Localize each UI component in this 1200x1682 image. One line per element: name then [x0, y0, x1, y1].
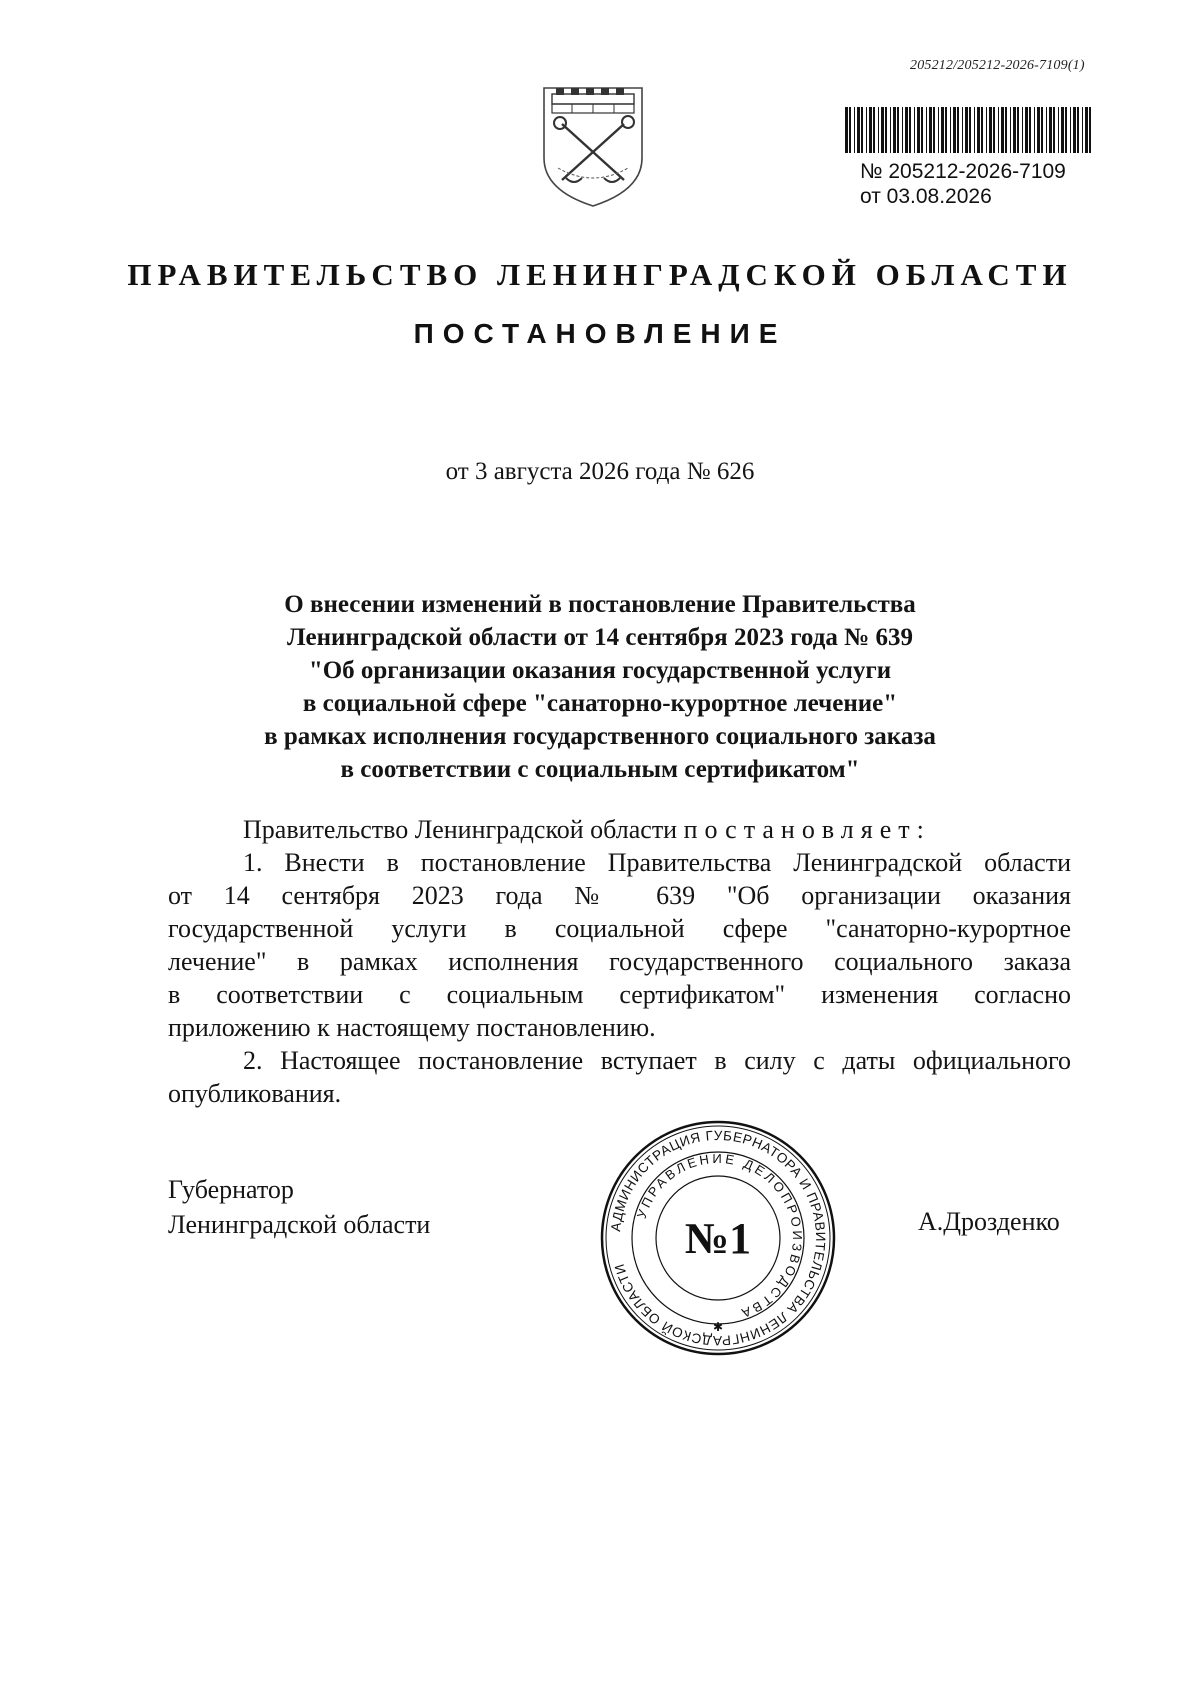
- heading-line: в соответствии с социальным сертификатом": [340, 756, 860, 783]
- seal-inner-text: УПРАВЛЕНИЕ ДЕЛОПРОИЗВОДСТВА: [633, 1150, 806, 1322]
- heading-line: Ленинградской области от 14 сентября 2023 года № 639: [287, 624, 913, 651]
- seal-outer-text: АДМИНИСТРАЦИЯ ГУБЕРНАТОРА И ПРАВИТЕЛЬСТВА ЛЕНИНГРАДСКОЙ ОБЛАСТИ: [608, 1127, 829, 1349]
- preamble: [168, 813, 1071, 846]
- document-body: [168, 813, 1071, 1110]
- signer-name: А.Дрозденко: [918, 1207, 1060, 1236]
- document-heading: [168, 588, 1032, 786]
- official-seal-icon: [598, 1118, 838, 1358]
- item-1-line: лечение" в рамках исполнения государственного социального заказа: [168, 947, 1071, 976]
- item-1-line: 1. Внести в постановление Правительства Ленинградской области: [243, 848, 1071, 877]
- registration-number: № 205212-2026-7109: [860, 160, 1066, 183]
- heading-line: О внесении изменений в постановление Правительства: [284, 591, 916, 618]
- document-type: ПОСТАНОВЛЕНИЕ: [413, 318, 787, 349]
- signer-title: [168, 1172, 430, 1242]
- document-reference: 205212/205212-2026-7109(1): [910, 58, 1085, 73]
- item-1-line: приложению к настоящему постановлению.: [168, 1013, 656, 1042]
- preamble-text: Правительство Ленинградской области: [243, 815, 678, 844]
- seal-number: №1: [684, 1214, 752, 1263]
- heading-line: в рамках исполнения государственного социального заказа: [264, 723, 936, 750]
- item-1-line: в соответствии с социальным сертификатом" изменения согласно: [168, 980, 1071, 1009]
- item-1-line: государственной услуги в социальной сфере "санаторно-курортное: [168, 914, 1071, 943]
- heading-line: "Об организации оказания государственной услуги: [308, 657, 892, 684]
- signer-title-line: Ленинградской области: [168, 1210, 431, 1239]
- item-2-line: 2. Настоящее постановление вступает в силу с даты официального: [243, 1046, 1071, 1075]
- item-1-line: от 14 сентября 2023 года № 639 "Об организации оказания: [168, 881, 1071, 910]
- signer-title-line: Губернатор: [168, 1175, 294, 1204]
- svg-text:✱: ✱: [712, 1320, 724, 1334]
- registration-date: от 03.08.2026: [860, 185, 992, 208]
- item-2-line: опубликования.: [168, 1079, 342, 1108]
- preamble-resolves: постановляет:: [683, 815, 931, 844]
- government-title: ПРАВИТЕЛЬСТВО ЛЕНИНГРАДСКОЙ ОБЛАСТИ: [127, 257, 1073, 292]
- document-date-number: от 3 августа 2026 года № 626: [445, 458, 755, 485]
- heading-line: в социальной сфере "санаторно-курортное лечение": [302, 690, 898, 717]
- barcode-icon: [843, 107, 1097, 153]
- coat-of-arms-icon: [538, 80, 648, 210]
